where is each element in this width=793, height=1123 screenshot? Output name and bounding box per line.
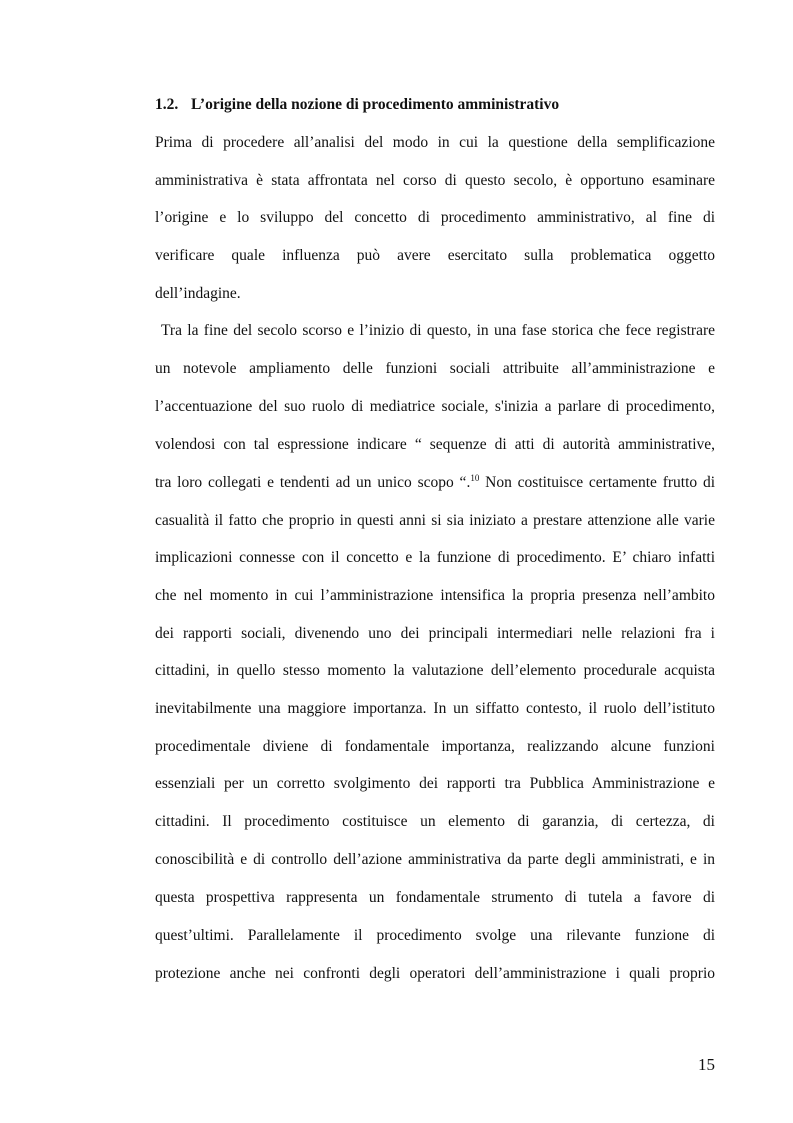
paragraph-line: verificare quale influenza può avere esercitato sulla problematica oggetto: [155, 247, 715, 264]
paragraph-line: cittadini, in quello stesso momento la valutazione dell’elemento procedurale acquista: [155, 662, 715, 679]
section-heading: [155, 94, 715, 116]
paragraph-line: l’accentuazione del suo ruolo di mediatrice sociale, s'inizia a parlare di procedimento,: [155, 398, 715, 415]
paragraph-line: amministrativa è stata affrontata nel corso di questo secolo, è opportuno esaminare: [155, 172, 715, 189]
paragraph-line: questa prospettiva rappresenta un fondamentale strumento di tutela a favore di: [155, 889, 715, 906]
paragraph-line: che nel momento in cui l’amministrazione intensifica la propria presenza nell’ambito: [155, 587, 715, 604]
paragraph-line: casualità il fatto che proprio in questi anni si sia iniziato a prestare attenzione alle varie: [155, 512, 715, 529]
paragraph-line: cittadini. Il procedimento costituisce un elemento di garanzia, di certezza, di: [155, 813, 715, 830]
page-number: 15: [698, 1055, 715, 1074]
paragraph-line: Tra la fine del secolo scorso e l’inizio di questo, in una fase storica che fece registrare: [161, 322, 715, 339]
paragraph-line: procedimentale diviene di fondamentale importanza, realizzando alcune funzioni: [155, 738, 715, 755]
line-text: tra loro collegati e tendenti ad un unico scopo “.: [155, 474, 471, 491]
line-text: Non costituisce certamente frutto di: [479, 474, 716, 491]
paragraph-line: [155, 472, 715, 494]
paragraph-line: dei rapporti sociali, divenendo uno dei principali intermediari nelle relazioni fra i: [155, 625, 715, 642]
paragraph-line: essenziali per un corretto svolgimento dei rapporti tra Pubblica Amministrazione e: [155, 775, 715, 792]
paragraph-line: conoscibilità e di controllo dell’azione amministrativa da parte degli amministrati, e in: [155, 851, 715, 868]
paragraph-line: protezione anche nei confronti degli operatori dell’amministrazione i quali proprio: [155, 965, 715, 982]
footnote-reference: 10: [470, 473, 480, 483]
paragraph-line: volendosi con tal espressione indicare “ sequenze di atti di autorità amministrative,: [155, 436, 715, 453]
paragraph-line: inevitabilmente una maggiore importanza. In un siffatto contesto, il ruolo dell’istituto: [155, 700, 715, 717]
paragraph-line: quest’ultimi. Parallelamente il procedimento svolge una rilevante funzione di: [155, 927, 715, 944]
paragraph-line: dell’indagine.: [155, 285, 241, 302]
section-title: L’origine della nozione di procedimento amministrativo: [191, 96, 560, 113]
section-number: 1.2.: [155, 96, 179, 113]
paragraph-line: l’origine e lo sviluppo del concetto di procedimento amministrativo, al fine di: [155, 209, 715, 226]
paragraph-line: un notevole ampliamento delle funzioni sociali attribuite all’amministrazione e: [155, 360, 715, 377]
paragraph-line: Prima di procedere all’analisi del modo in cui la questione della semplificazione: [155, 134, 715, 151]
paragraph-line: implicazioni connesse con il concetto e la funzione di procedimento. E’ chiaro infatti: [155, 549, 715, 566]
